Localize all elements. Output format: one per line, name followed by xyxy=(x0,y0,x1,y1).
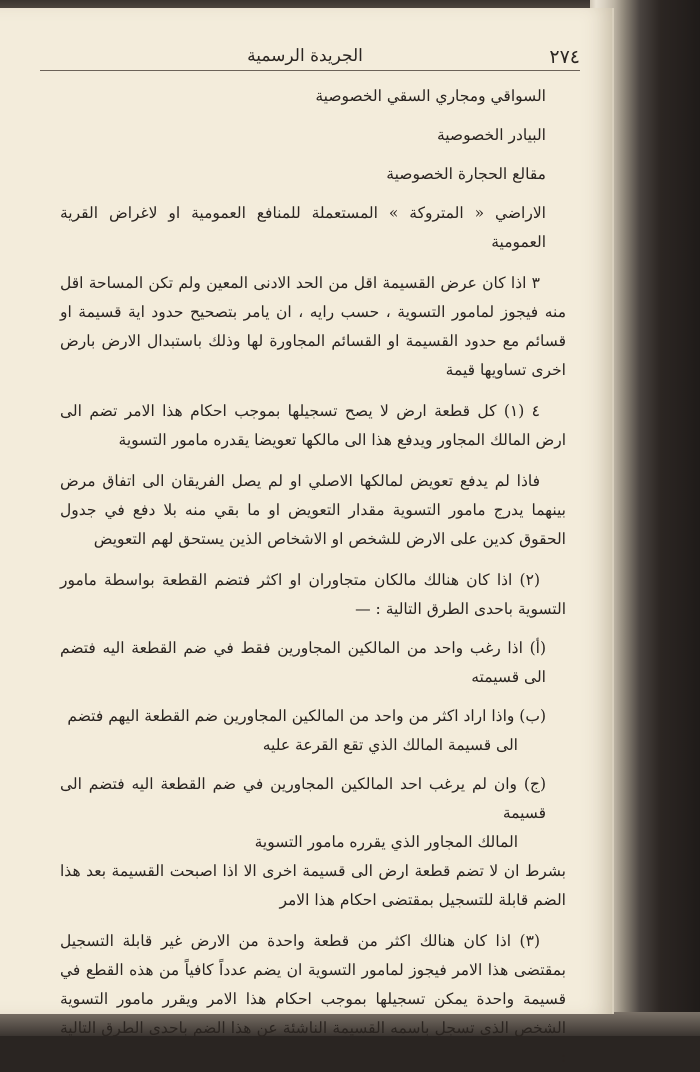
list-item: مقالع الحجارة الخصوصية xyxy=(386,165,546,183)
page-body xyxy=(60,82,566,1072)
list-item: السواقي ومجاري السقي الخصوصية xyxy=(315,87,546,105)
section-3: ٣ اذا كان عرض القسيمة اقل من الحد الادنى المعين ولم تكن المساحة اقل منه فيجوز لمامور التسوية ، حسب رايه ، ان يامر بتصحيح حدود اية قسيمة او قسائم مع حدود القسيمة او القسائم المجاورة لها وذلك باستبدال الارض بارض اخرى تساويها قيمة xyxy=(60,274,566,379)
subsection-c-continued: المالك المجاور الذي يقرره مامور التسوية xyxy=(254,833,518,851)
proviso: بشرط ان لا تضم قطعة ارض الى قسيمة اخرى الا اذا اصبحت القسيمة بعد هذا الضم قابلة للتسجيل بمقتضى احكام هذا الامر xyxy=(60,862,566,909)
gazette-page xyxy=(0,8,614,1066)
list-item: البيادر الخصوصية xyxy=(436,126,546,144)
page-number: ٢٧٤ xyxy=(549,46,580,68)
section-4-1-continued: فاذا لم يدفع تعويض لمالكها الاصلي او لم يصل الفريقان الى اتفاق مرض بينهما يدرج مامور التسوية مقدار التعويض او ما بقي منه بلا دفع في جدول الحقوق كدين على الارض للشخص او الاشخاص الذين يستحق لهم التعويض xyxy=(60,472,566,548)
list-item: الاراضي « المتروكة » المستعملة للمنافع العمومية او لاغراض القرية العمومية xyxy=(60,204,546,251)
subsection-a: (أ) اذا رغب واحد من المالكين المجاورين فقط في ضم القطعة اليه فتضم الى قسيمته xyxy=(60,639,546,686)
section-4-1: ٤ (١) كل قطعة ارض لا يصح تسجيلها بموجب احكام هذا الامر تضم الى ارض المالك المجاور ويدفع هذا الى مالكها تعويضا يقدره مامور التسوية xyxy=(60,402,566,449)
subsection-b: (ب) واذا اراد اكثر من واحد من المالكين المجاورين ضم القطعة اليهم فتضم xyxy=(67,707,546,725)
section-4-3: (٣) اذا كان هنالك اكثر من قطعة واحدة من الارض غير قابلة التسجيل بمقتضى هذا الامر فيجوز لمامور التسوية ان يضم عدداً كافياً من هذه القطع في قسيمة واحدة يمكن تسجيلها بموجب احكام هذا الامر ويقرر مامور التسوية الشخص الذي تسجل باسمه القسيمة الناشئة عن هذا الضم باحدى الطرق التالية : xyxy=(60,932,566,1066)
section-4-2: (٢) اذا كان هنالك مالكان متجاوران او اكثر فتضم القطعة بواسطة مامور التسوية باحدى الطرق التالية : — xyxy=(60,571,566,618)
subsection-b-continued: الى قسيمة المالك الذي تقع القرعة عليه xyxy=(262,736,518,754)
header-rule xyxy=(40,70,580,71)
running-head: الجريدة الرسمية xyxy=(247,46,363,66)
subsection-c: (ج) وان لم يرغب احد المالكين المجاورين في ضم القطعة اليه فتضم الى قسيمة xyxy=(60,775,546,822)
